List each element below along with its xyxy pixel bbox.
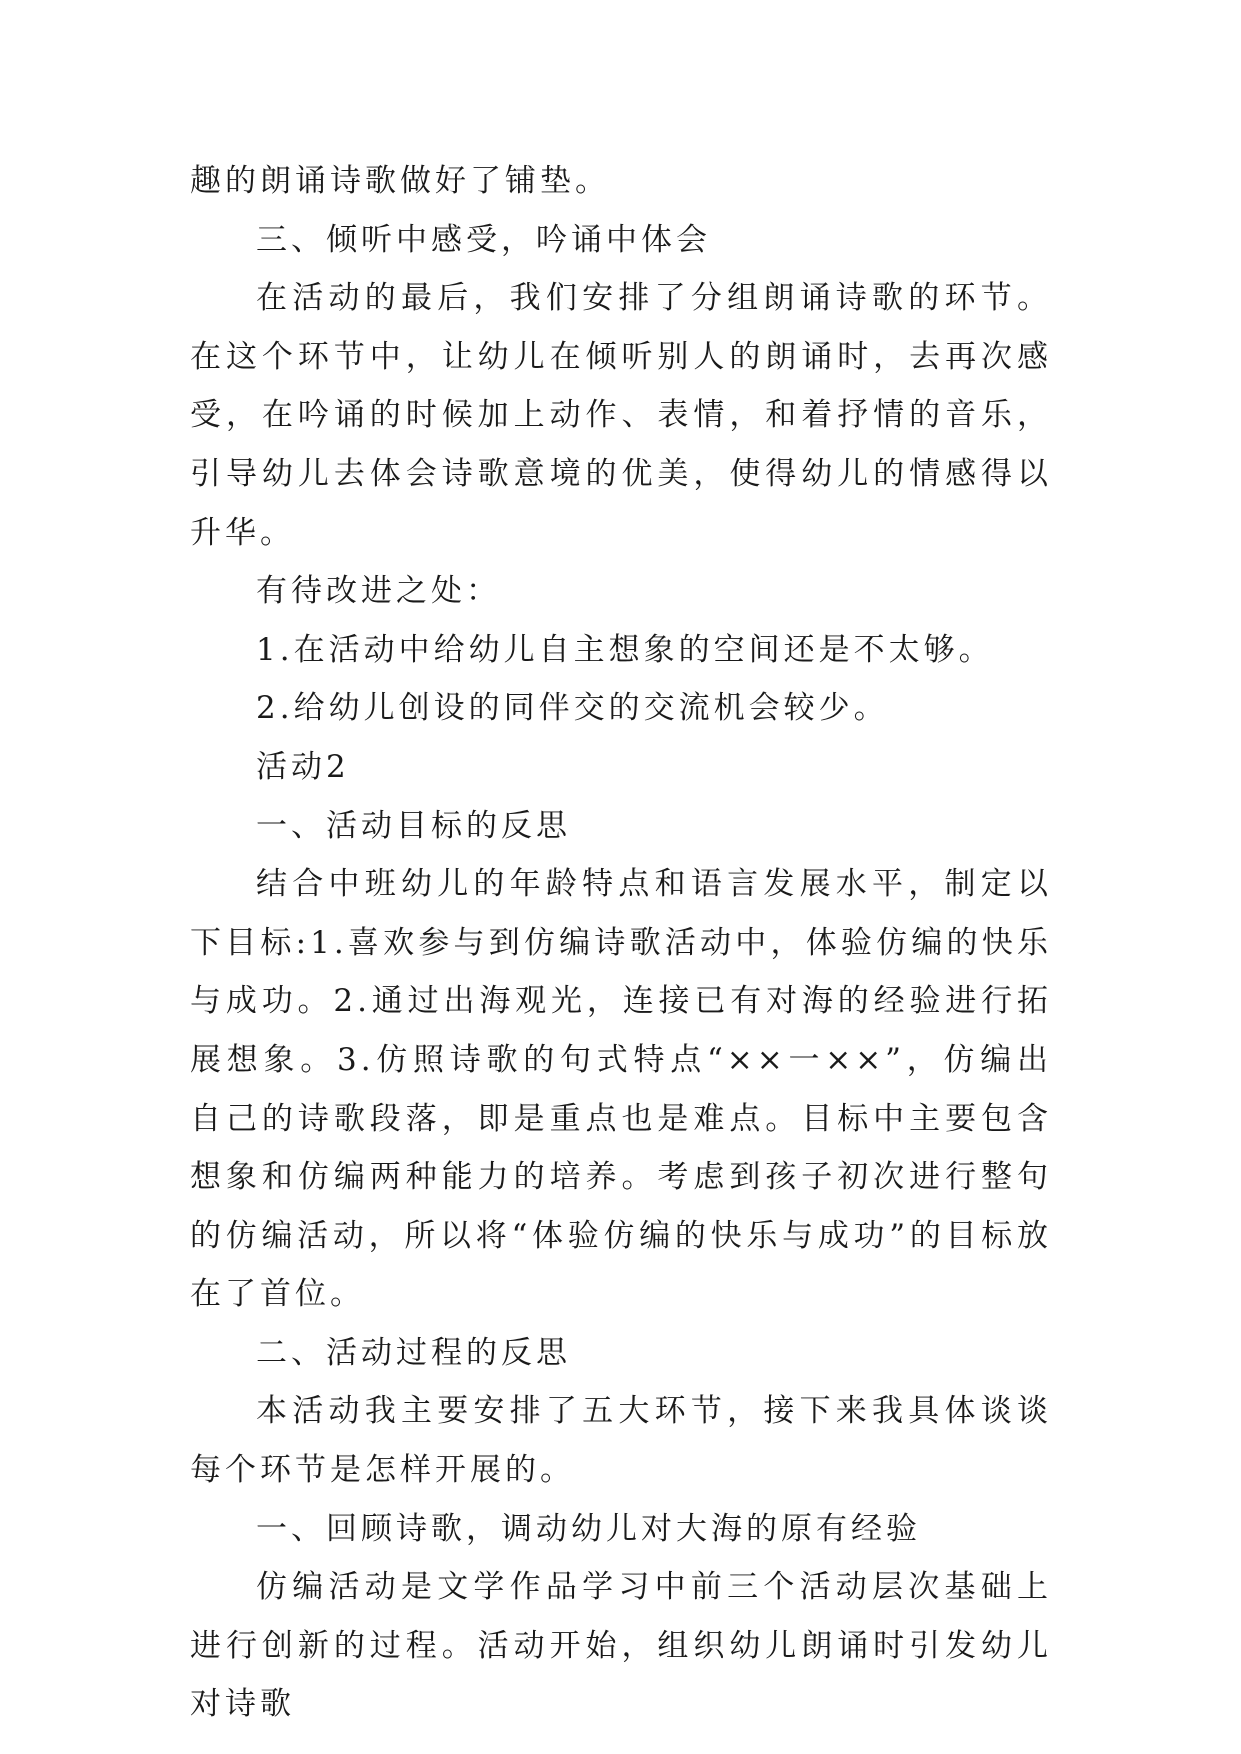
paragraph: 本活动我主要安排了五大环节，接下来我具体谈谈每个环节是怎样开展的。 — [190, 1393, 1052, 1489]
section-heading: 二、活动过程的反思 — [256, 1334, 571, 1371]
section-heading: 三、倾听中感受，吟诵中体会 — [256, 221, 711, 258]
document-body — [190, 152, 1052, 1734]
paragraph: 仿编活动是文学作品学习中前三个活动层次基础上进行创新的过程。活动开始，组织幼儿朗诵时引发幼儿对诗歌 — [190, 1569, 1052, 1723]
paragraph: 趣的朗诵诗歌做好了铺垫。 — [190, 163, 610, 199]
section-heading: 一、回顾诗歌，调动幼儿对大海的原有经验 — [256, 1510, 921, 1547]
paragraph: 在活动的最后，我们安排了分组朗诵诗歌的环节。在这个环节中，让幼儿在倾听别人的朗诵时，去再次感受，在吟诵的时候加上动作、表情，和着抒情的音乐，引导幼儿去体会诗歌意境的优美，使得幼儿的情感得以升华。 — [190, 280, 1052, 551]
list-item: 1.在活动中给幼儿自主想象的空间还是不太够。 — [256, 631, 994, 668]
paragraph: 有待改进之处： — [256, 573, 501, 610]
paragraph: 结合中班幼儿的年龄特点和语言发展水平，制定以下目标:1.喜欢参与到仿编诗歌活动中，体验仿编的快乐与成功。2.通过出海观光，连接已有对海的经验进行拓展想象。3.仿照诗歌的句式特点“××一××”，仿编出自己的诗歌段落，即是重点也是难点。目标中主要包含想象和仿编两种能力的培养。考虑到孩子初次进行整句的仿编活动，所以将“体验仿编的快乐与成功”的目标放在了首位。 — [190, 866, 1052, 1313]
list-item: 2.给幼儿创设的同伴交的交流机会较少。 — [256, 690, 889, 727]
section-heading: 一、活动目标的反思 — [256, 807, 571, 844]
section-heading: 活动2 — [256, 748, 350, 785]
